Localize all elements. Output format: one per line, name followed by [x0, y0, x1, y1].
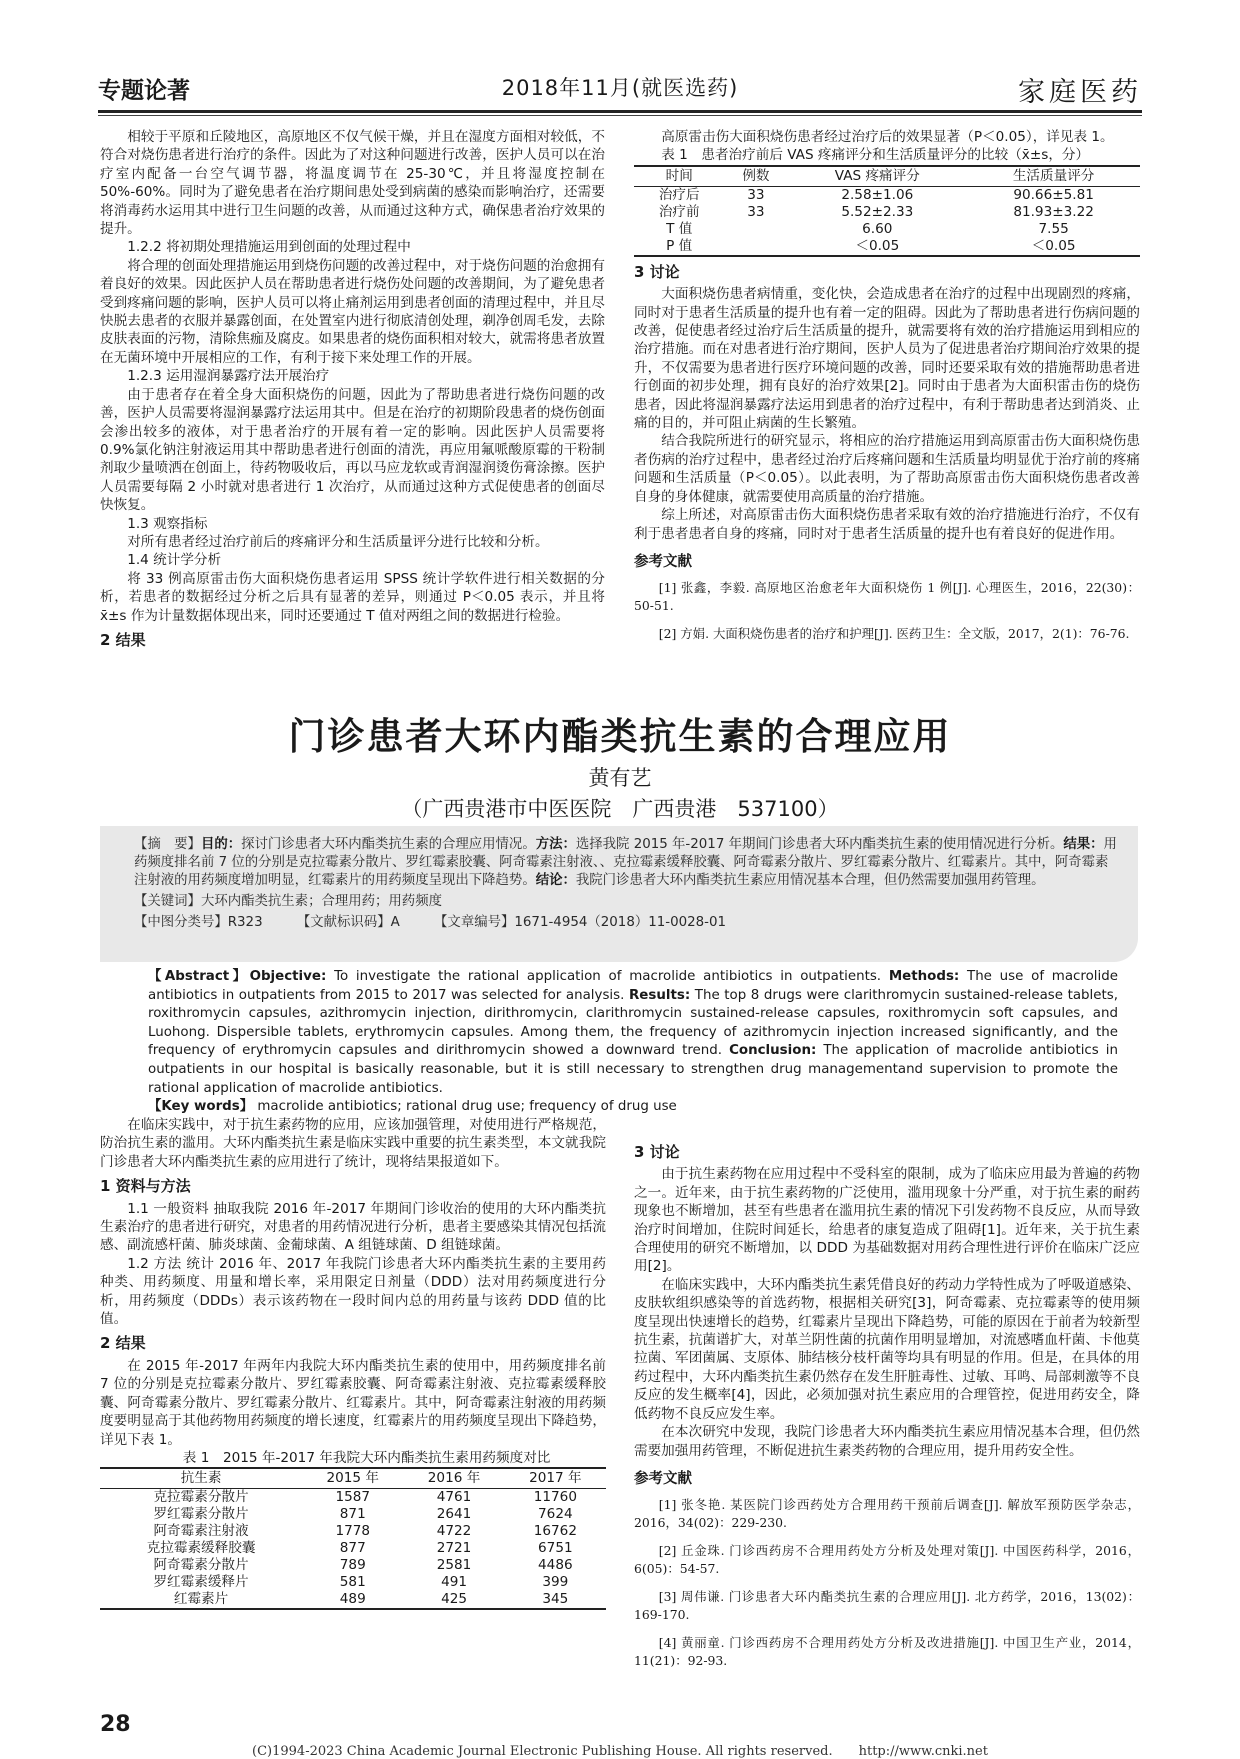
- method-label: 方法：: [535, 837, 576, 852]
- table-cell: 罗红霉素缓释片: [153, 1574, 249, 1591]
- reference-item: [2] 丘金珠. 门诊西药房不合理用药处方分析及处理对策[J]. 中国医药科学，2016，6(05)：54-57.: [634, 1543, 1140, 1577]
- header-rule-thin: [98, 115, 1142, 116]
- table-cell: 4722: [436, 1523, 472, 1540]
- keywords: 【关键词】大环内酯类抗生素；合理用药；用药频度: [134, 894, 442, 909]
- references-heading: 参考文献: [634, 1470, 692, 1487]
- paragraph: 大面积烧伤患者病情重，变化快，会造成患者在治疗的过程中出现剧烈的疼痛，同时对于患者生活质量的提升也有着一定的阻碍。因此为了帮助患者进行伤病问题的改善，促使患者经过治疗后生活质量的提升，就需要将有效的治疗措施运用到相应的治疗措施。而在对患者进行治疗期间，医护人员为了促进患者治疗期间治疗效果的提升，不仅需要为患者进行医疗环境问题的改善，同时还要采取有效的措施帮助患者进行创面的初步处理，拥有良好的治疗效果[2]。同时由于患者为大面积雷击伤的烧伤患者，因此将湿润暴露疗法运用到患者的治疗过程中，有利于帮助患者达到消炎、止痛的目的，并可阻止病菌的生长繁殖。: [634, 286, 1140, 432]
- table-row: [100, 1591, 606, 1609]
- table-cell: 6.60: [862, 220, 893, 237]
- en-keywords-label: 【Key words】: [148, 1099, 254, 1115]
- table-cell: [724, 221, 787, 238]
- table-cell: 871: [339, 1506, 366, 1523]
- table-cell: 90.66±5.81: [1013, 186, 1094, 203]
- table-header-cell: VAS 疼痛评分: [787, 166, 967, 187]
- table-cell: 4761: [436, 1489, 472, 1506]
- paragraph: 将 33 例高原雷击伤大面积烧伤患者运用 SPSS 统计学软件进行相关数据的分析，若患者的数据经过分析之后具有显著的差异，则通过 P＜0.05 表示，并且将 x̄±s 作为计量数据体现出来，同时还要通过 T 值对两组之间的数据进行检验。: [100, 570, 605, 624]
- table-cell: 581: [339, 1574, 366, 1591]
- table-caption: 表 1 2015 年-2017 年我院大环内酯类抗生素用药频度对比: [182, 1449, 551, 1466]
- table-row: [100, 1489, 606, 1507]
- paragraph: 对所有患者经过治疗前后的疼痛评分和生活质量评分进行比较和分析。: [127, 533, 549, 550]
- table-header-cell: 2017 年: [505, 1468, 606, 1489]
- section-heading: 1 资料与方法: [100, 1177, 191, 1196]
- table-cell: 克拉霉素分散片: [153, 1489, 249, 1506]
- journal-name: 家庭医药: [1018, 77, 1142, 108]
- table-cell: ＜0.05: [967, 238, 1140, 256]
- table-row: [100, 1557, 606, 1574]
- paragraph: 1.2 方法 统计 2016 年、2017 年我院门诊患者大环内酯类抗生素的主要用药种类、用药频度、用量和增长率，采用限定日剂量（DDD）法对用药频度进行分析，用药频度（DDDs）表示该药物在一段时间内总的用药量与该药 DDD 值的比值。: [100, 1255, 606, 1328]
- article-affiliation: （广西贵港市中医医院 广西贵港 537100）: [401, 797, 839, 821]
- table-cell: 5.52±2.33: [841, 203, 914, 220]
- section-heading: 2 结果: [100, 630, 146, 649]
- table-row: [100, 1506, 606, 1523]
- reference-item: [1] 张冬艳. 某医院门诊西药处方合理用药干预前后调查[J]. 解放军预防医学杂志，2016，34(02)：229-230.: [634, 1497, 1140, 1531]
- paragraph: 将合理的创面处理措施运用到烧伤问题的改善过程中，对于烧伤问题的治愈拥有着良好的效果。因此医护人员在帮助患者进行烧伤处问题的改善期间，为了避免患者受到疼痛问题的影响，医护人员可以将止痛剂运用到患者创面的清理过程中，并且尽快脱去患者的衣服并暴露创面，在处置室内进行彻底清创处理，剃净创周毛发，去除皮肤表面的污物，清除焦痂及腐皮。如果患者的烧伤面积相对较大，就需将患者放置在无菌环境中开展相应的工作，有利于接下来处理工作的开展。: [100, 257, 605, 366]
- section-heading: 2 结果: [100, 1334, 146, 1353]
- paragraph: 在临床实践中，对于抗生素药物的应用，应该加强管理，对使用进行严格规范，防治抗生素的滥用。大环内酯类抗生素是临床实践中重要的抗生素类型，本文就我院门诊患者大环内酯类抗生素的应用进行了统计，现将结果报道如下。: [100, 1117, 606, 1170]
- en-result-label: Results:: [628, 987, 691, 1003]
- table-row: [634, 204, 1140, 221]
- copyright-footer: (C)1994-2023 China Academic Journal Electronic Publishing House. All rights reserved. http://www.cnki.net: [252, 1744, 988, 1759]
- table-cell: 1778: [335, 1523, 371, 1540]
- drug-frequency-table: [100, 1467, 606, 1610]
- table-cell: 治疗后: [658, 186, 700, 203]
- article-author: 黄有艺: [588, 766, 652, 790]
- en-objective-label: Objective:: [249, 969, 327, 984]
- table-cell: 877: [339, 1540, 366, 1557]
- en-conclusion-label: Conclusion:: [729, 1043, 817, 1059]
- table-cell: [724, 238, 787, 256]
- page-header: [98, 70, 1142, 106]
- table-row: [634, 238, 1140, 256]
- objective-text: 探讨门诊患者大环内酯类抗生素的合理应用情况。: [241, 837, 536, 852]
- table-cell: 7.55: [1038, 220, 1069, 237]
- method-text: 选择我院 2015 年-2017 年期间门诊患者大环内酯类抗生素的使用情况进行分析。: [575, 837, 1064, 852]
- table-cell: 2581: [436, 1557, 472, 1574]
- en-abstract-label: 【Abstract】: [148, 969, 250, 984]
- table-cell: 4486: [538, 1557, 573, 1574]
- chinese-abstract: [134, 836, 1118, 932]
- table-header-cell: 生活质量评分: [967, 166, 1140, 187]
- table-header-cell: 时间: [634, 166, 724, 187]
- results-table: [634, 165, 1140, 257]
- classification-line: [134, 914, 1118, 932]
- paragraph: 相较于平原和丘陵地区，高原地区不仅气候干燥，并且在湿度方面相对较低，不符合对烧伤患者进行治疗的条件。因此为了对这种问题进行改善，医护人员可以在治疗室内配备一台空气调节器，将温度调节在 25-30℃，并且将湿度控制在 50%-60%。同时为了避免患者在治疗期间患处受到病菌的感染而影响治疗，还需要将消毒药水运用其中进行卫生问题的改善，从而通过这种方式，确保患者治疗效果的提升。: [100, 129, 605, 238]
- table-cell: 6751: [538, 1540, 573, 1557]
- article-left-column: [100, 1116, 606, 1610]
- table-cell: 33: [747, 186, 765, 203]
- paragraph: 由于抗生素药物在应用过程中不受科室的限制，成为了临床应用最为普遍的药物之一。近年来，由于抗生素药物的广泛使用，滥用现象十分严重，对于抗生素的耐药现象也不断增加，甚至有些患者在滥用抗生素的情况下引发药物不良反应，从而导致治疗时间增加，住院时间延长，给患者的康复造成了阻碍[1]。近年来，关于抗生素合理使用的研究不断增加，以 DDD 为基础数据对用药合理性进行评价在临床广泛应用[2]。: [634, 1166, 1140, 1275]
- en-keywords-text: macrolide antibiotics; rational drug use; frequency of drug use: [253, 1099, 677, 1115]
- objective-label: 目的：: [200, 837, 242, 852]
- section-label: 专题论著: [98, 78, 190, 104]
- en-conclusion-text: The application of macrolide antibiotics in outpatients in our hospital is basically reasonable, but it is still necessary to strengthen drug managementand supervision to promote the rational application of macrolide antibiotics.: [148, 1043, 1118, 1096]
- en-objective-text: To investigate the rational application of macrolide antibiotics in outpatients.: [326, 969, 889, 984]
- table-header-cell: 2015 年: [302, 1468, 403, 1489]
- header-rule: [98, 110, 1142, 113]
- table-cell: 阿奇霉素注射液: [153, 1523, 249, 1540]
- table-cell: 罗红霉素分散片: [153, 1506, 249, 1523]
- table-header-cell: 抗生素: [100, 1468, 302, 1489]
- table-cell: ＜0.05: [787, 238, 967, 256]
- article-number: 【文章编号】1671-4954（2018）11-0028-01: [434, 915, 727, 930]
- article-right-column: [634, 1137, 1140, 1680]
- article-title: 门诊患者大环内酯类抗生素的合理应用: [288, 715, 952, 758]
- en-result-text: The top 8 drugs were clarithromycin sustained-release tablets, roxithromycin capsules, azithromycin injection, dirithromycin, clarithromycin sustained-release capsules, roxithromycin soft capsules, and Luohong. Dispersible tablets, erythromycin capsules. Among them, the frequency of azithromycin injection increased significantly, and the frequency of erythromycin capsules and dirithromycin showed a downward trend.: [148, 987, 1118, 1059]
- abstract-label: 【摘 要】: [134, 837, 201, 852]
- table-row: [100, 1540, 606, 1557]
- paragraph: 综上所述，对高原雷击伤大面积烧伤患者采取有效的治疗措施进行治疗，不仅有利于患者患者自身的疼痛，同时对于患者生活质量的提升也有着良好的促进作用。: [634, 507, 1140, 542]
- references-heading: 参考文献: [634, 553, 692, 570]
- subheading: 1.4 统计学分析: [127, 552, 222, 569]
- table-cell: 7624: [538, 1506, 573, 1523]
- section-heading: 3 讨论: [634, 1143, 680, 1161]
- references-list: [634, 579, 1140, 643]
- table-cell: 治疗前: [658, 203, 700, 220]
- table-cell: 789: [339, 1557, 366, 1574]
- table-cell: 489: [302, 1591, 403, 1609]
- table-cell: T 值: [666, 220, 693, 237]
- en-method-text: The use of macrolide antibiotics in outpatients from 2015 to 2017 was selected for analysis.: [148, 969, 1118, 1003]
- table-cell: 2641: [436, 1506, 472, 1523]
- table-cell: 16762: [533, 1523, 577, 1540]
- references-list: [634, 1496, 1140, 1670]
- paragraph: 1.1 一般资料 抽取我院 2016 年-2017 年期间门诊收治的使用的大环内酯类抗生素治疗的患者进行研究，对患者的用药情况进行分析，患者主要感染其情况包括流感、副流感杆菌、肺炎球菌、金葡球菌、A 组链球菌、D 组链球菌。: [100, 1200, 606, 1254]
- document-code: 【文献标识码】A: [296, 915, 400, 930]
- section-heading: 3 讨论: [634, 262, 680, 281]
- table-cell: 2.58±1.06: [841, 186, 914, 203]
- table-cell: 阿奇霉素分散片: [153, 1557, 249, 1574]
- table-cell: 425: [403, 1591, 504, 1609]
- en-method-label: Methods:: [888, 969, 960, 984]
- prev-article-right-column: [634, 128, 1140, 653]
- result-label: 结果：: [1063, 837, 1104, 852]
- subheading: 1.2.3 运用湿润暴露疗法开展治疗: [127, 368, 330, 385]
- table-row: [634, 221, 1140, 238]
- table-cell: 红霉素片: [100, 1591, 302, 1609]
- conclusion-text: 我院门诊患者大环内酯类抗生素应用情况基本合理，但仍然需要加强用药管理。: [575, 873, 1045, 888]
- subheading: 1.3 观察指标: [127, 515, 208, 532]
- reference-item: [4] 黄丽童. 门诊西药房不合理用药处方分析及改进措施[J]. 中国卫生产业，2014，11(21)：92-93.: [634, 1635, 1140, 1669]
- page-number: 28: [100, 1712, 131, 1737]
- table-cell: P 值: [634, 238, 724, 256]
- reference-item: [2] 方娟. 大面积烧伤患者的治疗和护理[J]. 医药卫生：全文版，2017，2(1)：76-76.: [658, 626, 1130, 642]
- table-cell: 33: [747, 203, 765, 220]
- table-cell: 1587: [335, 1489, 371, 1506]
- issue-label: 2018年11月(就医选药): [501, 76, 739, 100]
- english-abstract: [148, 968, 1118, 1117]
- paragraph: 高原雷击伤大面积烧伤患者经过治疗后的效果显著（P＜0.05），详见表 1。: [661, 129, 1114, 145]
- paragraph: 在临床实践中，大环内酯类抗生素凭借良好的药动力学特性成为了呼吸道感染、皮肤软组织感染等的首选药物，根据相关研究[3]，阿奇霉素、克拉霉素等的使用频度呈现出快速增长的趋势，红霉素片呈现出下降趋势，可能的原因在于前者为较新型抗生素，抗菌谱扩大，对革兰阴性菌的抗菌作用明显增加，对流感嗜血杆菌、卡他莫拉菌、军团菌属、支原体、肺结核分枝杆菌等均具有明显的作用。但是，在具体的用药过程中，大环内酯类抗生素仍然存在发生肝脏毒性、过敏、耳鸣、局部刺激等不良反应的发生概率[4]，因此，必须加强对抗生素应用的合理管控，促进用药安全，降低药物不良反应发生率。: [634, 1276, 1140, 1422]
- table-row: [634, 186, 1140, 204]
- conclusion-label: 结论：: [535, 873, 576, 888]
- table-cell: 克拉霉素缓释胶囊: [146, 1540, 256, 1557]
- subheading: 1.2.2 将初期处理措施运用到创面的处理过程中: [127, 239, 411, 256]
- table-header-cell: 2016 年: [403, 1468, 504, 1489]
- table-cell: 2721: [436, 1540, 472, 1557]
- clc-number: 【中图分类号】R323: [134, 915, 263, 930]
- reference-item: [1] 张鑫，李毅. 高原地区治愈老年大面积烧伤 1 例[J]. 心理医生，2016，22(30)：50-51.: [634, 580, 1140, 614]
- table-cell: 399: [542, 1574, 569, 1591]
- paragraph: 在本次研究中发现，我院门诊患者大环内酯类抗生素应用情况基本合理，但仍然需要加强用药管理，不断促进抗生素类药物的合理应用，提升用药安全性。: [634, 1424, 1140, 1459]
- table-cell: 345: [505, 1591, 606, 1609]
- table-header-cell: 例数: [724, 166, 787, 187]
- paragraph: 结合我院所进行的研究显示，将相应的治疗措施运用到高原雷击伤大面积烧伤患者伤病的治疗过程中，患者经过治疗后疼痛问题和生活质量均明显优于治疗前的疼痛问题和生活质量（P＜0.05）。以此表明，为了帮助高原雷击伤大面积烧伤患者改善自身的身体健康，就需要使用高质量的治疗措施。: [634, 433, 1140, 505]
- table-caption: 表 1 患者治疗前后 VAS 疼痛评分和生活质量评分的比较（x̄±s，分）: [661, 147, 1090, 164]
- result-text: 用药频度排名前 7 位的分别是克拉霉素分散片、罗红霉素胶囊、阿奇霉素注射液、、克拉霉素缓释胶囊、阿奇霉素分散片、罗红霉素分散片、红霉素片。其中，阿奇霉素注射液的用药频度增加明显，红霉素片的用药频度呈现出下降趋势。: [134, 837, 1117, 888]
- table-row: [100, 1523, 606, 1540]
- reference-item: [3] 周伟谦. 门诊患者大环内酯类抗生素的合理应用[J]. 北方药学，2016，13(02)：169-170.: [634, 1589, 1140, 1623]
- table-row: [100, 1574, 606, 1591]
- table-cell: 11760: [533, 1489, 577, 1506]
- prev-article-left-column: [100, 128, 605, 653]
- table-cell: 491: [441, 1574, 468, 1591]
- table-cell: 81.93±3.22: [1013, 203, 1094, 220]
- paragraph: 由于患者存在着全身大面积烧伤的问题，因此为了帮助患者进行烧伤问题的改善，医护人员需要将湿润暴露疗法运用其中。但是在治疗的初期阶段患者的烧伤创面会渗出较多的液体，对于患者治疗的开展有着一定的影响。因此医护人员需要将 0.9%氯化钠注射液运用其中帮助患者进行创面的清洗，再应用氟哌酸原霉的干粉制剂取少量喷洒在创面上，待药物吸收后，再以马应龙软或青润湿润烫伤膏涂擦。医护人员需要每隔 2 小时就对患者进行 1 次治疗，从而通过这种方式促使患者的创面尽快恢复。: [100, 386, 605, 514]
- paragraph: 在 2015 年-2017 年两年内我院大环内酯类抗生素的使用中，用药频度排名前 7 位的分别是克拉霉素分散片、罗红霉素胶囊、阿奇霉素注射液、克拉霉素缓释胶囊、阿奇霉素分散片、罗红霉素分散片、红霉素片。其中，阿奇霉素注射液的用药频度要明显高于其他药物用药频度的增长速度，红霉素片的用药频度呈现出下降趋势，详见下表 1。: [100, 1357, 606, 1448]
